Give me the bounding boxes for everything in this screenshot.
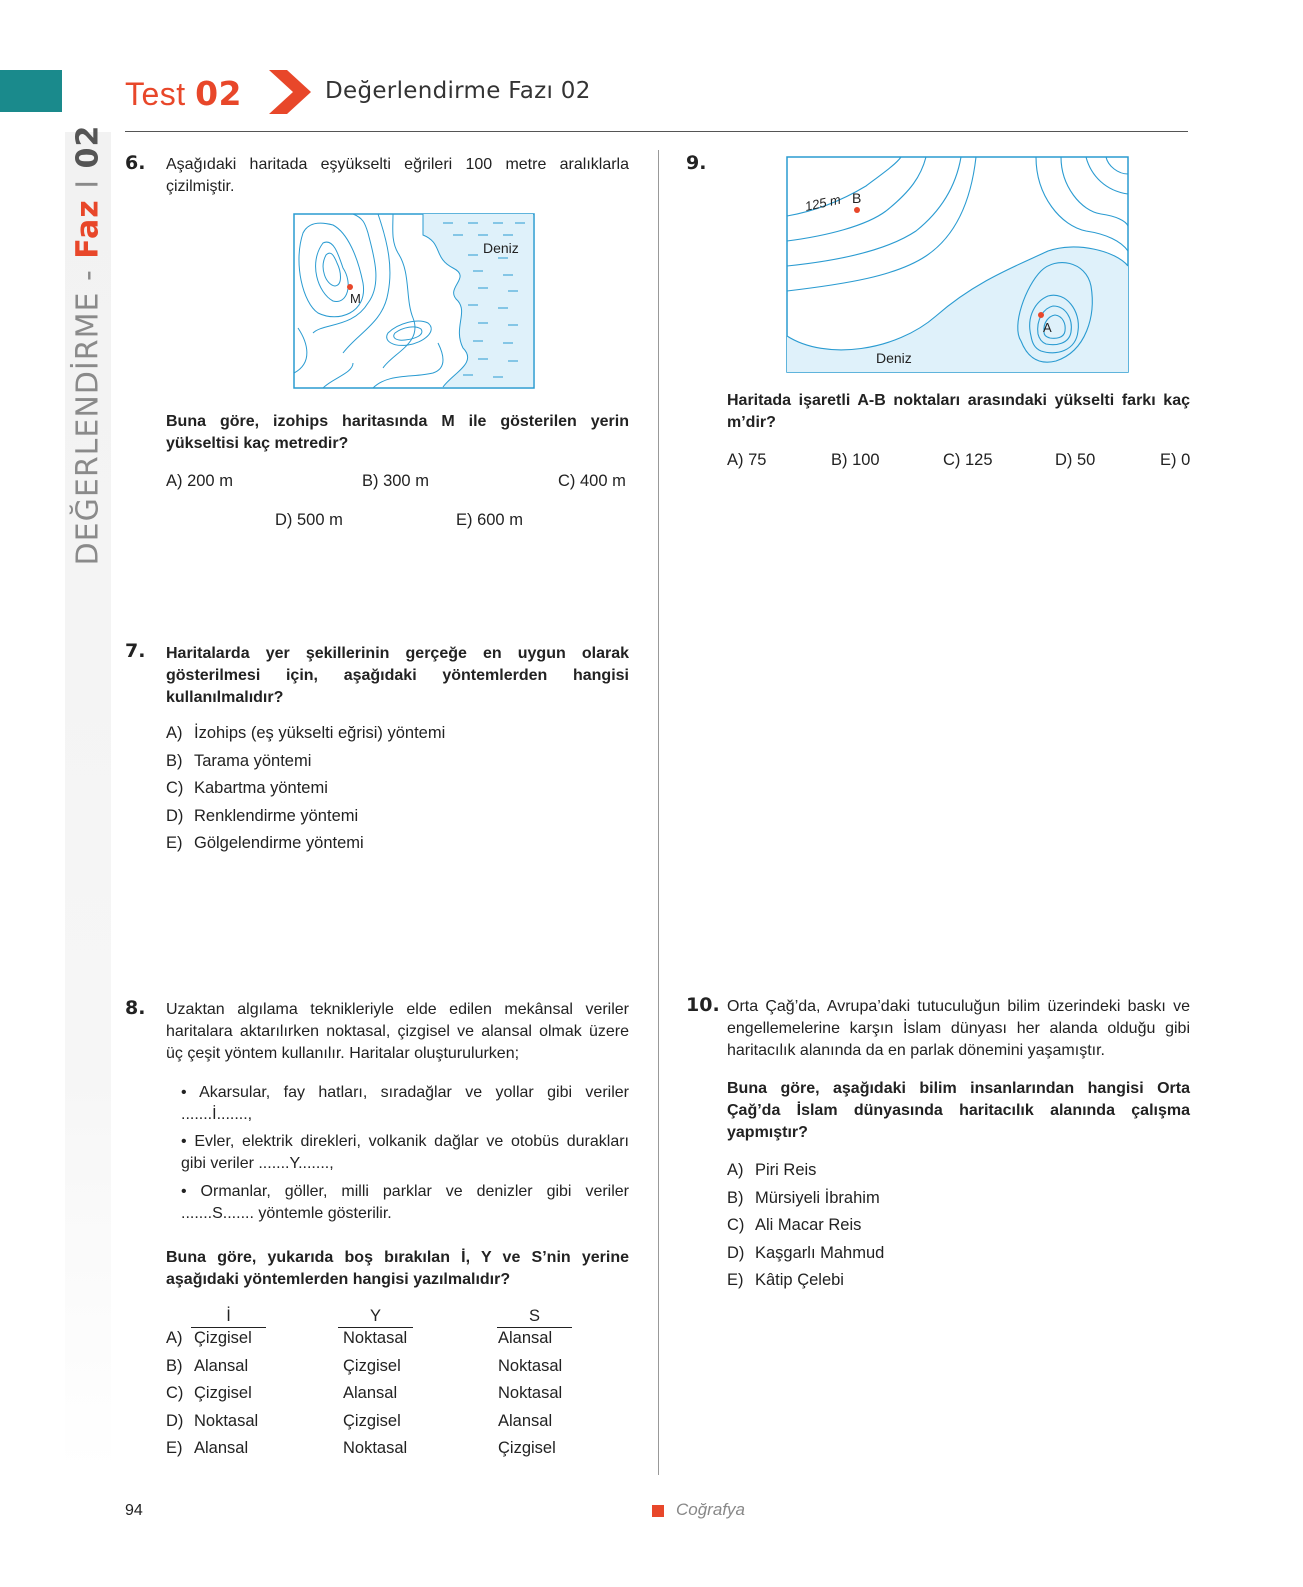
map-point-b-label: B (852, 190, 862, 206)
question-6-option-c[interactable]: C) 400 m (558, 472, 626, 490)
question-7-option-b[interactable] (166, 752, 445, 780)
option-letter: D) (727, 1243, 745, 1262)
option-value-y: Çizgisel (343, 1356, 401, 1375)
question-8-option-d[interactable] (166, 1411, 553, 1440)
test-number: 02 (195, 74, 243, 113)
question-7-option-d[interactable] (166, 807, 445, 835)
option-letter: C) (166, 1384, 184, 1402)
option-letter: B) (166, 1356, 183, 1375)
question-7-number: 7. (125, 640, 146, 662)
header-color-tab (0, 70, 62, 112)
question-6-intro: Aşağıdaki haritada eşyükselti eğrileri 100 metre aralıklarla çizilmiştir. (166, 156, 629, 195)
question-8-options (166, 1329, 563, 1467)
question-9-option-e[interactable]: E) 0 (1160, 451, 1191, 469)
option-text: Kâtip Çelebi (755, 1271, 844, 1289)
option-letter: E) (727, 1271, 744, 1289)
option-value-s: Noktasal (498, 1384, 563, 1402)
option-value-i: Çizgisel (194, 1329, 252, 1347)
option-value-y: Alansal (343, 1384, 398, 1402)
option-text: Ali Macar Reis (755, 1216, 862, 1234)
option-letter: B) (166, 751, 183, 770)
question-8-bullet-1: • Akarsular, fay hatları, sıradağlar ve yollar gibi veriler .......İ......., (181, 1084, 629, 1123)
question-6-number: 6. (125, 152, 146, 174)
question-9-option-a[interactable]: A) 75 (727, 451, 767, 469)
header-divider (125, 131, 1188, 132)
question-9-option-d[interactable]: D) 50 (1055, 451, 1096, 469)
option-text: İzohips (eş yükselti eğrisi) yöntemi (194, 724, 446, 742)
test-subtitle: Değerlendirme Fazı 02 (325, 78, 591, 104)
question-9-number: 9. (686, 152, 707, 174)
option-letter: A) (166, 1329, 183, 1347)
side-label-main: DEĞERLENDİRME - (70, 258, 106, 566)
question-10-option-e[interactable] (727, 1271, 884, 1299)
map-sea-label: Deniz (876, 350, 912, 366)
question-9-contour-map (786, 156, 1129, 373)
option-letter: C) (166, 779, 184, 797)
question-8-prompt: Buna göre, yukarıda boş bırakılan İ, Y ve S’nin yerine aşağıdaki yöntemlerden hangisi yazılmalıdır? (166, 1249, 629, 1288)
option-letter: A) (727, 1161, 744, 1179)
question-10-options (727, 1161, 884, 1299)
option-text: Mürsiyeli İbrahim (755, 1188, 880, 1207)
side-label-faz: Faz (70, 199, 106, 259)
question-6-option-d[interactable]: D) 500 m (275, 511, 343, 529)
footer-subject: Coğrafya (676, 1500, 745, 1519)
option-value-s: Çizgisel (498, 1439, 556, 1457)
question-7-option-a[interactable] (166, 724, 445, 752)
map-sea-label: Deniz (483, 240, 519, 256)
option-value-s: Noktasal (498, 1356, 563, 1375)
option-letter: C) (727, 1216, 745, 1234)
map-point-a-label: A (1043, 320, 1052, 335)
question-10-number: 10. (686, 994, 720, 1016)
question-8-bullet-3: • Ormanlar, göller, milli parklar ve denizler gibi veriler .......S....... yöntemle gösterilir. (181, 1183, 629, 1222)
option-text: Kabartma yöntemi (194, 779, 328, 797)
question-8-option-a[interactable] (166, 1329, 553, 1357)
option-value-s: Alansal (498, 1411, 553, 1430)
option-value-i: Çizgisel (194, 1384, 252, 1402)
question-6-option-b[interactable]: B) 300 m (362, 472, 429, 490)
side-label (71, 125, 106, 566)
option-letter: E) (166, 834, 183, 852)
map-point-m-label: M (350, 291, 361, 306)
option-text: Gölgelendirme yöntemi (194, 834, 364, 852)
option-text: Piri Reis (755, 1161, 817, 1179)
option-text: Renklendirme yöntemi (194, 806, 359, 825)
option-letter: B) (727, 1188, 744, 1207)
square-icon (652, 1505, 664, 1517)
question-8-column-i: İ (191, 1307, 266, 1328)
map-contour-label: 125 m (803, 191, 842, 214)
question-8-option-c[interactable] (166, 1384, 563, 1412)
question-8-bullet-2: • Evler, elektrik direkleri, volkanik dağlar ve otobüs durakları gibi veriler .......Y......., (181, 1133, 629, 1172)
question-10-option-c[interactable] (727, 1216, 884, 1244)
question-7-option-e[interactable] (166, 834, 445, 862)
question-8-option-b[interactable] (166, 1356, 563, 1385)
option-text: Tarama yöntemi (194, 751, 312, 770)
question-8-number: 8. (125, 997, 146, 1019)
option-value-y: Çizgisel (343, 1411, 401, 1430)
side-label-sep: I (70, 168, 106, 200)
question-10-intro: Orta Çağ’da, Avrupa’daki tutuculuğun bilim üzerindeki baskı ve engellemelerine karşın İslam dünyası her alanda olduğu gibi haritacılık alanında da en parlak dönemini yaşamıştır. (727, 998, 1190, 1059)
question-6-contour-map (293, 213, 535, 389)
chevron-right-icon (269, 70, 311, 114)
question-9-option-c[interactable]: C) 125 (943, 451, 993, 469)
question-10-option-a[interactable] (727, 1161, 884, 1189)
question-8-intro: Uzaktan algılama teknikleriyle elde edilen mekânsal veriler haritalara aktarılırken noktasal, çizgisel ve alansal olmak üzere üç çeşit yöntem kullanılır. Haritalar oluşturulurken; (166, 1001, 629, 1062)
question-6-option-e[interactable]: E) 600 m (456, 511, 523, 529)
side-label-num: 02 (70, 124, 106, 169)
question-7-option-c[interactable] (166, 779, 445, 807)
option-value-s: Alansal (498, 1329, 553, 1347)
question-6-prompt: Buna göre, izohips haritasında M ile gösterilen yerin yükseltisi kaç metredir? (166, 413, 629, 452)
test-word: Test (125, 76, 186, 112)
question-6-option-a[interactable]: A) 200 m (166, 472, 233, 490)
question-7-options (166, 724, 445, 862)
option-letter: D) (166, 1411, 184, 1430)
option-text: Kaşgarlı Mahmud (755, 1243, 885, 1262)
column-divider (658, 150, 659, 1475)
question-8-column-s: S (497, 1307, 572, 1328)
question-9-option-b[interactable]: B) 100 (831, 451, 880, 469)
option-letter: D) (166, 806, 184, 825)
option-value-i: Alansal (194, 1356, 249, 1375)
option-value-i: Noktasal (194, 1411, 259, 1430)
question-10-option-b[interactable] (727, 1189, 884, 1217)
option-value-y: Noktasal (343, 1329, 408, 1347)
option-letter: E) (166, 1439, 183, 1457)
option-letter: A) (166, 724, 183, 742)
option-value-y: Noktasal (343, 1439, 408, 1457)
question-7-prompt: Haritalarda yer şekillerinin gerçeğe en uygun olarak gösterilmesi için, aşağıdaki yöntemlerden hangisi kullanılmalıdır? (166, 645, 629, 706)
question-8-column-y: Y (338, 1307, 413, 1328)
question-8-option-e[interactable] (166, 1439, 556, 1467)
page-number: 94 (125, 1502, 143, 1519)
question-10-prompt: Buna göre, aşağıdaki bilim insanlarından hangisi Orta Çağ’da İslam dünyasında haritacılık alanında çalışma yapmıştır? (727, 1080, 1190, 1141)
question-9-prompt: Haritada işaretli A-B noktaları arasındaki yükselti farkı kaç m’dir? (727, 392, 1190, 431)
option-value-i: Alansal (194, 1439, 249, 1457)
question-10-option-d[interactable] (727, 1244, 884, 1272)
test-title (125, 74, 242, 113)
